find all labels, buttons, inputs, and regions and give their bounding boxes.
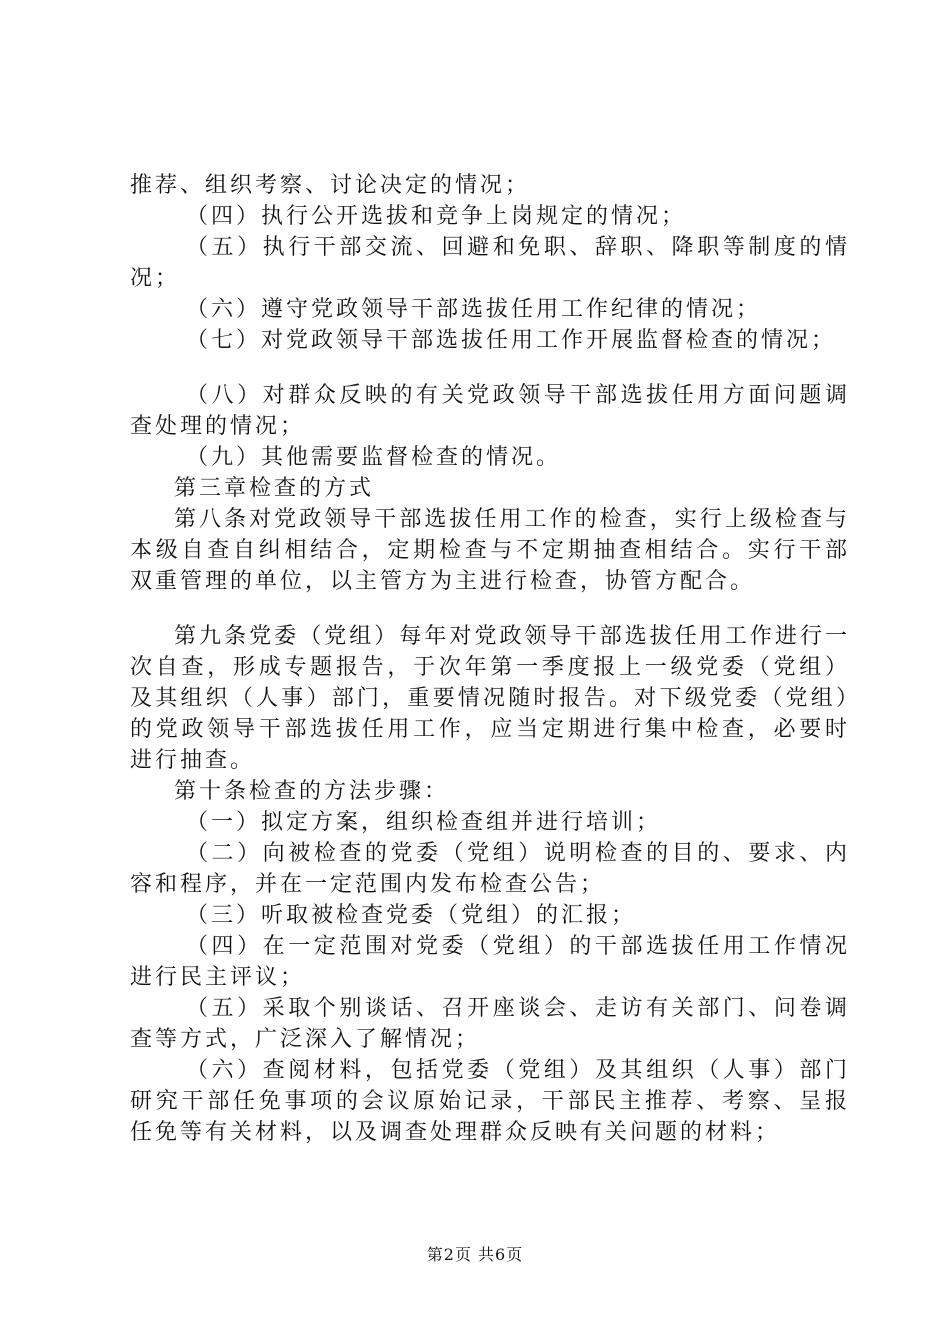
paragraph: （五）采取个别谈话、召开座谈会、走访有关部门、问卷调查等方式，广泛深入了解情况； [130, 996, 850, 1052]
paragraph: （二）向被检查的党委（党组）说明检查的目的、要求、内容和程序，并在一定范围内发布检查公告； [130, 841, 850, 897]
page-number-footer: 第2页 共6页 [426, 1245, 524, 1264]
paragraph: （五）执行干部交流、回避和免职、辞职、降职等制度的情况； [130, 235, 850, 291]
paragraph: （一）拟定方案，组织检查组并进行培训； [186, 810, 662, 835]
paragraph: （四）执行公开选拔和竞争上岗规定的情况； [186, 204, 687, 229]
paragraph: （四）在一定范围对党委（党组）的干部选拔任用工作情况进行民主评议； [130, 934, 850, 990]
spacer [130, 356, 850, 380]
paragraph: 推荐、组织考察、讨论决定的情况； [130, 173, 531, 198]
paragraph: （八）对群众反映的有关党政领导干部选拔任用方面问题调查处理的情况； [130, 383, 850, 439]
paragraph: （七）对党政领导干部选拔任用工作开展监督检查的情况； [186, 328, 837, 353]
chapter-heading: 第三章检查的方式 [174, 476, 375, 501]
spacer [130, 597, 850, 621]
article-paragraph: 第九条党委（党组）每年对党政领导干部选拔任用工作进行一次自查，形成专题报告，于次年第一季度报上一级党委（党组）及其组织（人事）部门，重要情况随时报告。对下级党委（党组）的党政领导干部选拔任用工作，应当定期进行集中检查，必要时进行抽查。 [130, 624, 850, 773]
article-paragraph: 第八条对党政领导干部选拔任用工作的检查，实行上级检查与本级自查自纠相结合，定期检查与不定期抽查相结合。实行干部双重管理的单位，以主管方为主进行检查，协管方配合。 [130, 507, 850, 594]
article-paragraph: 第十条检查的方法步骤： [174, 779, 450, 804]
paragraph: （六）查阅材料，包括党委（党组）及其组织（人事）部门研究干部任免事项的会议原始记录，干部民主推荐、考察、呈报任免等有关材料，以及调查处理群众反映有关问题的材料； [130, 1058, 850, 1145]
paragraph: （六）遵守党政领导干部选拔任用工作纪律的情况； [186, 297, 762, 322]
paragraph: （三）听取被检查党委（党组）的汇报； [186, 903, 637, 928]
document-body [130, 170, 850, 1148]
paragraph: （九）其他需要监督检查的情况。 [186, 445, 562, 470]
